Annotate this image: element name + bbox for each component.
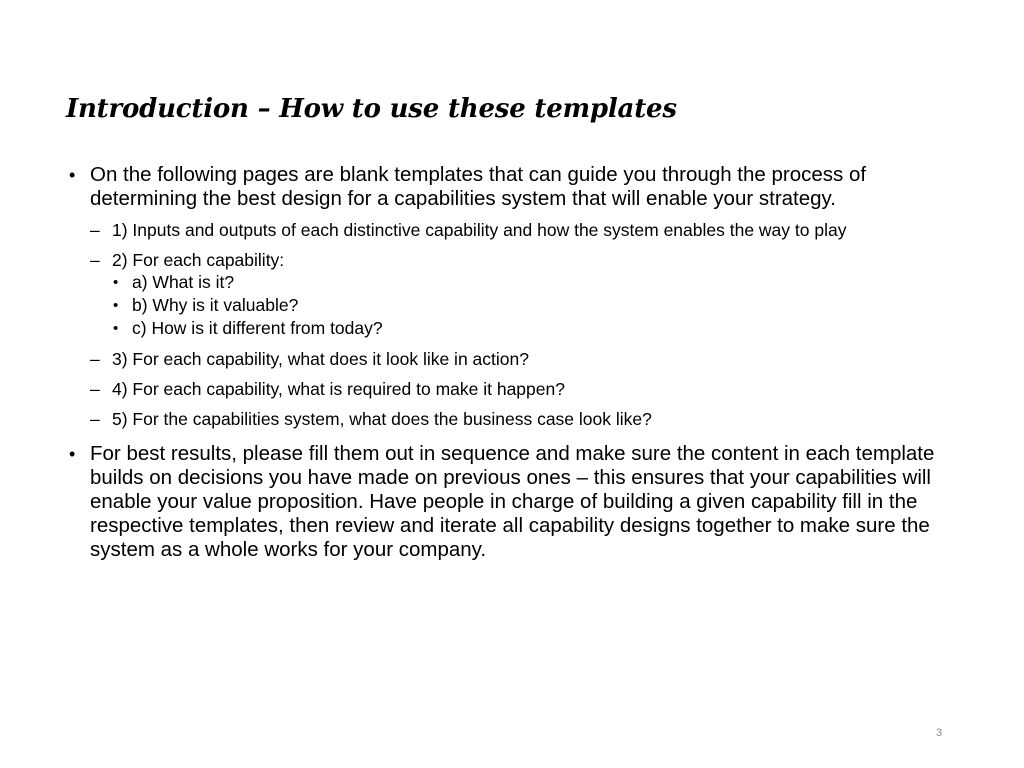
sub-bullet-text: 4) For each capability, what is required to make it happen?	[112, 379, 565, 399]
sub-sub-bullet-text: b) Why is it valuable?	[132, 295, 299, 315]
sub-bullet-item	[66, 408, 966, 430]
dash-marker: –	[90, 379, 100, 399]
sub-sub-bullet-text: c) How is it different from today?	[132, 318, 383, 338]
sub-sub-bullet-item	[66, 271, 966, 294]
sub-bullet-text: 5) For the capabilities system, what does the business case look like?	[112, 409, 652, 429]
sub-bullet-text: 3) For each capability, what does it look like in action?	[112, 349, 529, 369]
sub-bullet-text: 1) Inputs and outputs of each distinctive capability and how the system enables the way to play	[112, 220, 847, 240]
sub-sub-bullet-item	[66, 294, 966, 317]
sub-bullet-item	[66, 378, 966, 400]
bullet-item	[66, 163, 966, 211]
slide-body	[66, 163, 966, 562]
sub-sub-bullet-item	[66, 317, 966, 340]
dash-marker: –	[90, 349, 100, 369]
bullet-marker: •	[113, 297, 119, 314]
dash-marker: –	[90, 250, 100, 270]
sub-bullet-item	[66, 249, 966, 271]
dash-marker: –	[90, 220, 100, 240]
page-number: 3	[936, 727, 943, 739]
sub-bullet-item	[66, 219, 966, 241]
bullet-marker: •	[113, 320, 119, 337]
bullet-text: On the following pages are blank templates that can guide you through the process of determining the best design for a capabilities system that will enable your strategy.	[90, 163, 867, 210]
bullet-text: For best results, please fill them out in sequence and make sure the content in each template builds on decisions you have made on previous ones – this ensures that your capabilities will enable your value proposition. Have people in charge of building a given capability fill in the respective templates, then review and iterate all capability designs together to make sure the system as a whole works for your company.	[90, 442, 935, 561]
bullet-item	[66, 442, 966, 562]
sub-sub-bullet-text: a) What is it?	[132, 272, 235, 292]
dash-marker: –	[90, 409, 100, 429]
bullet-marker: •	[69, 444, 76, 464]
bullet-marker: •	[69, 165, 76, 185]
slide-title: Introduction – How to use these templates	[66, 94, 677, 124]
bullet-marker: •	[113, 274, 119, 291]
sub-bullet-text: 2) For each capability:	[112, 250, 285, 270]
sub-bullet-item	[66, 348, 966, 370]
